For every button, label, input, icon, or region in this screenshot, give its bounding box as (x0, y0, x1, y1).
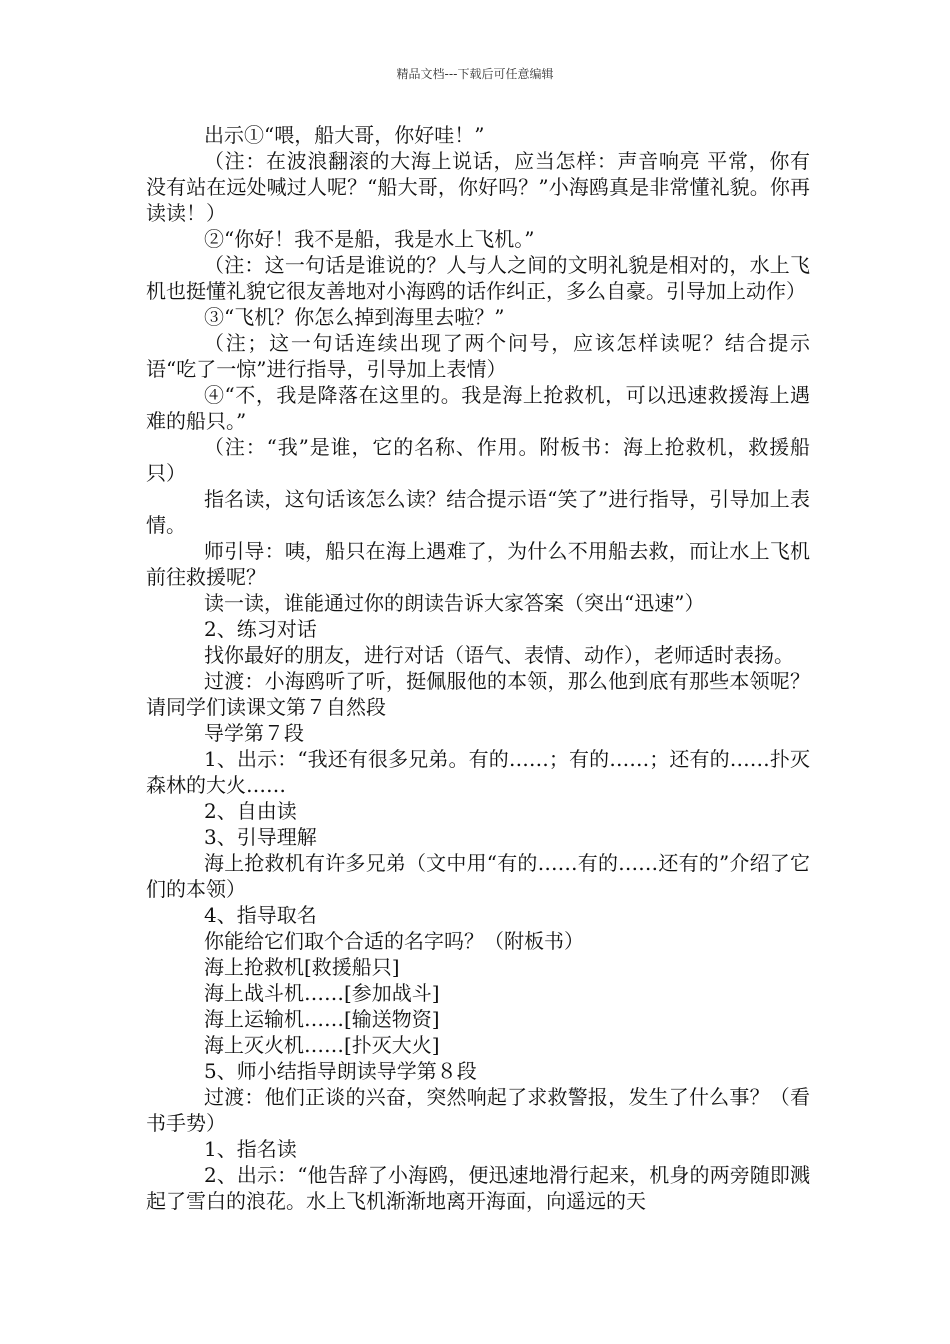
paragraph-display-4: ④“不，我是降落在这里的。我是海上抢救机，可以迅速救援海上遇难的船只。” (146, 383, 810, 433)
paragraph-step-3: 3、引导理解 (204, 825, 317, 849)
paragraph-brothers: 海上抢救机有许多兄弟（文中用“有的……有的……还有的”介绍了它们的本领） (146, 851, 810, 901)
paragraph-note-1: （注：在波浪翻滚的大海上说话，应当怎样：声音响亮 平常，你有没有站在远处喊过人呢？“船大哥，你好吗？”小海鸥真是非常懂礼貌。你再读读！） (146, 149, 810, 225)
paragraph-read-aloud: 读一读，谁能通过你的朗读告诉大家答案（突出“迅速”） (204, 591, 705, 615)
paragraph-board-2: 海上战斗机……[参加战斗] (204, 981, 440, 1005)
paragraph-teacher-guide: 师引导：咦，船只在海上遇难了，为什么不用船去救，而让水上飞机前往救援呢？ (146, 539, 810, 589)
paragraph-display-3: ③“飞机？你怎么掉到海里去啦？” (204, 305, 505, 329)
paragraph-display-2: ②“你好！我不是船，我是水上飞机。” (204, 227, 535, 251)
paragraph-section-7: 导学第７段 (204, 721, 304, 745)
paragraph-read-by-name: 1、指名读 (204, 1137, 297, 1161)
paragraph-naming: 你能给它们取个合适的名字吗？（附板书） (204, 929, 584, 953)
paragraph-board-1: 海上抢救机[救援船只] (204, 955, 400, 979)
paragraph-transition-1: 过渡：小海鸥听了听，挺佩服他的本领，那么他到底有那些本领呢？请同学们读课文第７自然段 (146, 669, 810, 719)
paragraph-step-2: 2、自由读 (204, 799, 297, 823)
paragraph-dialogue: 找你最好的朋友，进行对话（语气、表情、动作），老师适时表扬。 (204, 643, 794, 667)
paragraph-display-1: 出示①“喂，船大哥，你好哇！” (204, 123, 485, 147)
paragraph-step-5: 5、师小结指导朗读导学第８段 (204, 1059, 477, 1083)
page-header: 精品文档---下载后可任意编辑 (396, 67, 554, 81)
paragraph-note-4: （注：“我”是谁，它的名称、作用。附板书：海上抢救机，救援船只） (146, 435, 810, 485)
paragraph-note-2: （注：这一句话是谁说的？人与人之间的文明礼貌是相对的，水上飞机也挺懂礼貌它很友善地对小海鸥的话作纠正，多么自豪。引导加上动作） (146, 253, 810, 303)
paragraph-step-1: 1、出示：“我还有很多兄弟。有的……；有的……；还有的……扑灭森林的大火…… (146, 747, 810, 797)
paragraph-note-3: （注；这一句话连续出现了两个问号，应该怎样读呢？结合提示语“吃了一惊”进行指导，引导加上表情） (146, 331, 810, 381)
paragraph-section-practice: 2、练习对话 (204, 617, 317, 641)
paragraph-board-3: 海上运输机……[输送物资] (204, 1007, 440, 1031)
paragraph-reading: 指名读，这句话该怎么读？结合提示语“笑了”进行指导，引导加上表情。 (146, 487, 810, 537)
paragraph-display-5: 2、出示：“他告辞了小海鸥，便迅速地滑行起来，机身的两旁随即溅起了雪白的浪花。水上飞机渐渐地离开海面，向遥远的天 (146, 1163, 810, 1213)
paragraph-transition-2: 过渡：他们正谈的兴奋，突然响起了求救警报，发生了什么事？（看书手势） (146, 1085, 810, 1135)
paragraph-step-4: 4、指导取名 (204, 903, 317, 927)
paragraph-board-4: 海上灭火机……[扑灭大火] (204, 1033, 440, 1057)
document-body (146, 122, 810, 1214)
